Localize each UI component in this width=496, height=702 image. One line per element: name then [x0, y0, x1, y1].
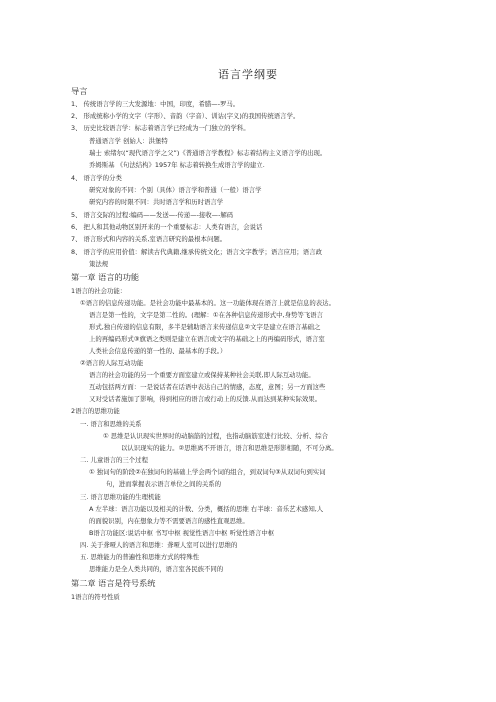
text-line: 语言是第一性的，文字是第二性的。(理解：①在各种信息传递形式中,身势等飞语言	[89, 311, 323, 319]
text-line: 1语言的符号性质	[71, 593, 120, 601]
text-line: 上的再编码形式③旗语之类则是建立在语言或文字的基础之上的再编码形式，语言室	[89, 335, 325, 343]
text-line: 一. 语言和思维的关系	[80, 420, 142, 428]
section-heading: 第二章 语言是符号系统	[71, 578, 156, 588]
text-line: 瑞士 索绪尔(“现代语言学之父”)《普通语言学教程》标志着结构主义语言学的出现。	[89, 149, 327, 157]
text-line: 三. 语言思维功能的生理机能	[80, 493, 161, 501]
text-line: 研究对象的不同：个别（具体）语言学和普通（一般）语言学	[89, 186, 262, 194]
text-line: 二. 儿童语言的三个过程	[80, 456, 148, 464]
text-line: 形式,独自传递的信息有限，多半是辅助语言来传递信息②文字是建立在语言基础之	[89, 323, 321, 331]
text-line: ②语言的人际互动功能	[80, 359, 144, 367]
text-line: ①语言的信息传递功能。是社会功能中最基本的。这一功能体现在语言上就是信息的表达。	[80, 299, 335, 307]
text-line: 6、 把人和其他动物区别开来的一个重要标志：人类有语言，会说话	[71, 223, 263, 231]
section-heading: 第一章 语言的功能	[71, 272, 140, 282]
text-line: 乔姆斯基 《句法结构》1957年 标志着转换生成语言学的建立.	[89, 161, 265, 169]
text-line: 又对受话者施加了影响，得到相应的语言或行动上的反馈.从而达到某种实际效果。	[89, 395, 322, 403]
text-line: 研究内容的时限不同：共时语言学和历时语言学	[89, 198, 224, 206]
text-line: B语言功能区:说话中枢 书写中枢 视觉性语言中枢 听觉性语言中枢	[89, 529, 275, 537]
text-line: 互动包括两方面：一是说话者在话语中表达自己的情感，态度，意图；另一方面这些	[89, 383, 326, 391]
text-line: 5、 语言交际的过程:编码——发送—-传递—-接收—-解码	[71, 211, 234, 219]
text-line: 3、 历史比较语言学：标志着语言学已经成为一门独立的学科。	[71, 124, 250, 132]
text-line: 1语言的社会功能：	[71, 287, 127, 295]
text-line: 五. 思维能力的普遍性和思维方式的特殊性	[80, 553, 200, 561]
text-line: 以认识现实的能力。②思维离不开语言，语言和思维是形影相随，不可分离。	[121, 444, 338, 452]
text-line: 1、 传统语言学的三大发源地：中国，印度，希腊—-罗马。	[71, 100, 240, 108]
text-line: 策法规	[89, 260, 109, 268]
text-line: 思维能力是全人类共同的，语言室各民族不同的	[89, 565, 224, 573]
text-line: 的面貌识别，内在想象力等不需要语言的感性直观思维。	[89, 517, 249, 525]
section-heading: 导言	[71, 86, 88, 96]
text-line: 8、 语言学的应用价值：解读古代典籍,继承传统文化；语言文字教学；语言应用；语言政	[71, 248, 322, 256]
text-line: 2语言的思维功能	[71, 407, 120, 415]
document-title: 语言学纲要	[218, 68, 278, 81]
text-line: 普通语言学 创始人：洪堡特	[89, 137, 168, 145]
text-line: A 左半球：语言功能以及相关的计数、分类，概括的思维 右半球：音乐艺术感知,人	[89, 505, 324, 513]
text-line: ① 思维是认识现实世界时的动脑筋的过程，也指动脑筋室进行比较、分析、综合	[103, 432, 329, 440]
text-line: 4、 语言学的分类	[71, 174, 122, 182]
text-line: 四. 关于聋哑人的语言和思维：聋哑人室可以进行思维的	[80, 541, 238, 549]
text-line: 7、 语言形式和内容的关系,室语言研究的最根本问题。	[71, 235, 227, 243]
text-line: 句，进而掌握表示语言单位之间的关系的	[106, 480, 222, 488]
text-line: 2、 形成统称小学的文字（字形）、音韵（字音）、训诂(字义)的我国传统语言学。	[71, 112, 300, 120]
text-line: 语言的社会功能的另一个重要方面室建立或保持某种社会关联,即人际互动功能。	[89, 371, 315, 379]
text-line: ① 独词句的阶段②在独词句的基础上学会两个词的组合，到双词句③从双词句到实词	[89, 468, 326, 476]
text-line: 人类社会信息传递的第一性的、最基本的手段。）	[89, 347, 227, 355]
